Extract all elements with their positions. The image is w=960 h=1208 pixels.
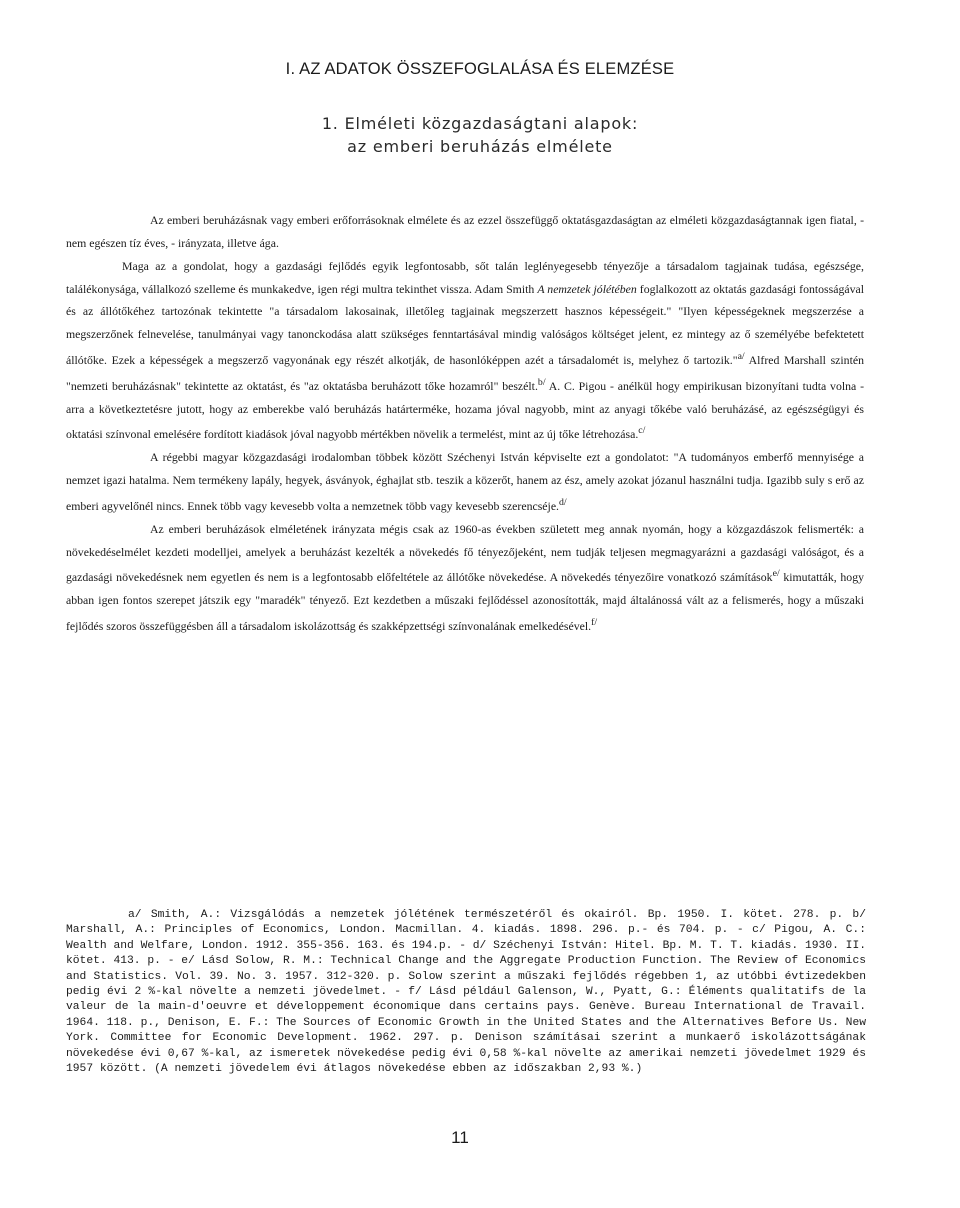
page-number: 11 — [451, 1128, 469, 1147]
chapter-title: I. AZ ADATOK ÖSSZEFOGLALÁSA ÉS ELEMZÉSE — [285, 60, 675, 78]
footnote-ref-c: c/ — [638, 425, 646, 437]
section-title — [0, 112, 960, 158]
paragraph-2-text-d: A. C. Pigou - anélkül hogy empirikusan bizonyítani tudta volna - arra a következtetésre jutott, hogy az emberekbe való beruházás határterméke, hozama jóval nagyobb, mint az anyagi tőkébe való beruházásé, az egészségügyi és oktatási színvonal emelésére fordított kiadások jóval nagyobb mértékben növelik a termelést, mint az új tőke létrehozása. — [66, 378, 864, 442]
book-title: A nemzetek jólétében — [537, 281, 637, 296]
footnote-ref-b: b/ — [537, 376, 546, 388]
paragraph-1: Az emberi beruházásnak vagy emberi erőforrásoknak elmélete és az ezzel összefüggő oktatásgazdaságtan az elméleti közgazdaságtannak igen fiatal, - nem egészen tíz éves, - irányzata, illetve ága. — [66, 213, 864, 250]
body-text — [66, 209, 864, 638]
paragraph-3-text: A régebbi magyar közgazdasági irodalomban többek között Széchenyi István képviselte ezt a gondolatot: "A tudományos emberfő mennyisége a nemzet igazi hatalma. Nem termékeny lapály, hegyek, ásványok, éghajlat stb. teszik a közerőt, hanem az ész, amely azokat józanul használni tudja. Igazibb suly s erő az emberi agyvelőnél nincs. Ennek több vagy kevesebb volta a nemzetnek több vagy kevesebb szerencséje. — [66, 450, 864, 513]
footnote-ref-f: f/ — [591, 616, 598, 628]
paragraph-4 — [66, 518, 864, 638]
footnote-ref-d: d/ — [559, 496, 567, 508]
footnotes — [66, 908, 866, 1077]
paragraph-3 — [66, 446, 864, 517]
paragraph-2 — [66, 255, 864, 447]
footnote-ref-a: a/ — [737, 351, 745, 363]
paragraph-4-text-b: kimutatták, hogy abban igen fontos szerepet játszik egy "maradék" tényező. Ezt kezdetben a műszaki fejlődéssel azonosították, majd általánossá vált az a felismerés, hogy a műszaki fejlődés szoros összefüggésben áll a társadalom iskolázottság és szakképzettségi színvonalának emelkedésével. — [66, 570, 864, 633]
section-title-line-1: 1. Elméleti közgazdaságtani alapok: — [321, 114, 639, 133]
footnote-ref-e: e/ — [772, 568, 780, 580]
paragraph-2-text-c: Alfred Marshall szintén "nemzeti beruházásnak" tekintette az oktatást, és "az oktatásba beruházott tőke hozamról" beszélt. — [66, 352, 864, 393]
paragraph-2-text-b: foglalkozott az oktatás gazdasági fontosságával és az állótőkéhez tartozónak tekintette "a társadalom lakosainak, illetőleg tagjainak megszerzett hasznos képességeit." "Ilyen képességeknek megszerzése a megszerzőnek felnevelése, tanulmányai vagy tanonckodása alatt szükséges fenntartásával mindig valóságos költséget jelent, ez mintegy az ő személyébe befektetett állótőke. Ezek a képességek a megszerző vagyonának egy részét alkotják, de hasonlóképpen azét a társadalomét is, melyhez ő tartozik." — [66, 281, 865, 367]
section-title-line-2: az emberi beruházás elmélete — [347, 137, 613, 156]
paragraph-4-text-a: Az emberi beruházások elméletének irányzata mégis csak az 1960-as években született meg annak nyomán, hogy a közgazdászok felismerték: a növekedéselmélet kezdeti modelljei, amelyek a beruházást kezelték a növekedés fő tényezőjeként, nem tudják teljesen megmagyarázni a gazdasági valóságot, és a gazdasági növekedésnek nem egyetlen és nem is a legfontosabb előfeltétele az állótőke növekedése. A növekedés tényezőire vonatkozó számítások — [66, 521, 864, 585]
footnotes-text: a/ Smith, A.: Vizsgálódás a nemzetek jólétének természetéről és okairól. Bp. 1950. I. kötet. 278. p. b/ Marshall, A.: Principles of Economics, London. Macmillan. 4. kiadás. 1898. 296. p.- és 704. p. - c/ Pigou, A. C.: Wealth and Welfare, London. 1912. 355-356. 163. és 194.p. - d/ Széchenyi István: Hitel. Bp. M. T. T. kiadás. 1930. II. kötet. 413. p. - e/ Lásd Solow, R. M.: Technical Change and the Aggregate Production Function. The Review of Economics and Statistics. Vol. 39. No. 3. 1957. 312-320. p. Solow szerint a műszaki fejlődés régebben 1, az utóbbi évtizedekben pedig évi 2 %-kal növelte a nemzeti jövedelmet. - f/ Lásd például Galenson, W., Pyatt, G.: Éléments qualitatifs de la valeur de la main-d'oeuvre et développement économique dans certains pays. Genève. Bureau International de Travail. 1964. 118. p., Denison, E. F.: The Sources of Economic Growth in the United States and the Alternatives Before Us. New York. Committee for Economic Development. 1962. 297. p. Denison számításai szerint a munkaerő iskolázottságának növekedése évi 0,67 %-kal, az ismeretek növekedése pedig évi 0,58 %-kal növelte az amerikai nemzeti jövedelmet 1929 és 1957 között. (A nemzeti jövedelem évi átlagos növekedése ebben az időszakban 2,93 %.) — [66, 909, 866, 1076]
paragraph-2-text-a: Maga az a gondolat, hogy a gazdasági fejlődés egyik legfontosabb, sőt talán leglényegesebb tényezője a társadalom tagjainak tudása, egészsége, találékonysága, vállalkozó szelleme és munkakedve, igen régi multra tekinthet vissza. Adam Smith — [66, 258, 864, 296]
